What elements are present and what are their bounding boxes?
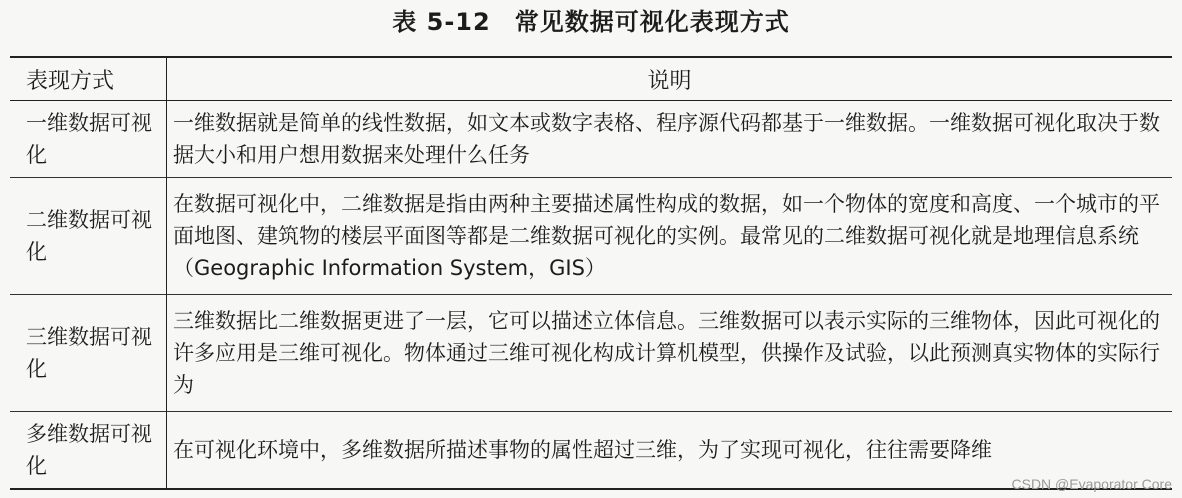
row-description-cell: 一维数据就是简单的线性数据，如文本或数字表格、程序源代码都基于一维数据。一维数据可视化取决于数据大小和用户想用数据来处理什么任务 <box>173 111 1160 167</box>
table-row <box>10 178 1172 295</box>
header-description: 说明 <box>647 68 692 94</box>
row-type-cell: 一维数据可视化 <box>10 101 167 178</box>
watermark: CSDN @Evaporator Core <box>1011 476 1172 492</box>
row-description-cell: 三维数据比二维数据更进了一层，它可以描述立体信息。三维数据可以表示实际的三维物体，因此可视化的许多应用是三维可视化。物体通过三维可视化构成计算机模型，供操作及试验，以此预测真实物体的实际行为 <box>173 309 1160 397</box>
header-method: 表现方式 <box>10 57 167 101</box>
table-number: 表 5-12 <box>392 8 491 36</box>
table-title: 常见数据可视化表现方式 <box>514 8 790 36</box>
row-description-cell: 在数据可视化中，二维数据是指由两种主要描述属性构成的数据，如一个物体的宽度和高度、一个城市的平面地图、建筑物的楼层平面图等都是二维数据可视化的实例。最常见的二维数据可视化就是地理信息系统（Geographic Information System，GIS） <box>173 192 1160 280</box>
table-row <box>10 295 1172 412</box>
row-type-cell: 多维数据可视化 <box>10 412 167 490</box>
table-row <box>10 101 1172 178</box>
table-header-row <box>10 57 1172 101</box>
row-type-cell: 二维数据可视化 <box>10 178 167 295</box>
row-type-cell: 三维数据可视化 <box>10 295 167 412</box>
row-description-cell: 在可视化环境中，多维数据所描述事物的属性超过三维，为了实现可视化，往往需要降维 <box>173 438 992 462</box>
table-caption <box>0 6 1182 38</box>
data-table <box>10 56 1172 490</box>
table-row <box>10 412 1172 490</box>
